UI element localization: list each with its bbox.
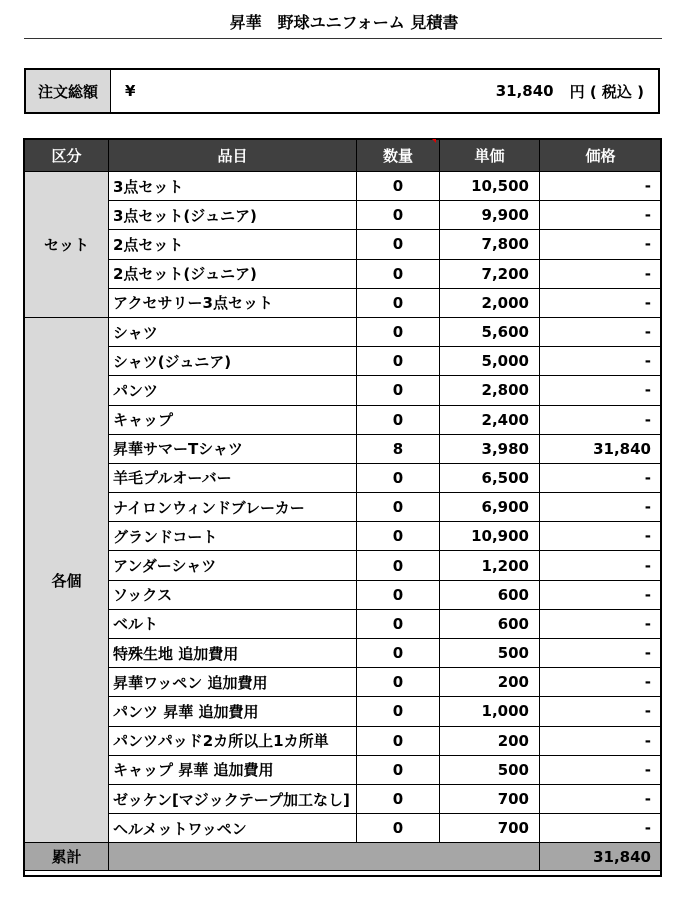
unit-price-cell: 10,500 <box>440 172 540 201</box>
price-cell: - <box>540 784 662 813</box>
unit-price-cell: 600 <box>440 580 540 609</box>
table-row <box>25 697 662 726</box>
quantity-cell: 0 <box>357 609 440 638</box>
quantity-cell: 0 <box>357 726 440 755</box>
order-total-amount: 31,840 <box>495 82 554 100</box>
table-footer-row <box>25 843 662 871</box>
table-row <box>25 522 662 551</box>
item-cell: 特殊生地 追加費用 <box>109 639 357 668</box>
price-cell: - <box>540 609 662 638</box>
item-cell: ナイロンウィンドブレーカー <box>109 493 357 522</box>
price-cell: - <box>540 230 662 259</box>
table-row <box>25 784 662 813</box>
unit-price-cell: 500 <box>440 639 540 668</box>
table-row <box>25 288 662 317</box>
item-cell: ベルト <box>109 609 357 638</box>
item-cell: アクセサリー3点セット <box>109 288 357 317</box>
category-cell: 各個 <box>25 317 109 842</box>
quantity-cell: 0 <box>357 288 440 317</box>
quantity-cell: 0 <box>357 172 440 201</box>
price-cell: - <box>540 405 662 434</box>
item-cell: 昇華サマーTシャツ <box>109 434 357 463</box>
page-title: 昇華 野球ユニフォーム 見積書 <box>229 13 459 32</box>
unit-price-cell: 1,000 <box>440 697 540 726</box>
quantity-cell: 0 <box>357 259 440 288</box>
unit-price-cell: 9,900 <box>440 201 540 230</box>
item-cell: グランドコート <box>109 522 357 551</box>
quantity-cell: 0 <box>357 230 440 259</box>
item-cell: 3点セット(ジュニア) <box>109 201 357 230</box>
unit-price-cell: 600 <box>440 609 540 638</box>
item-cell: ヘルメットワッペン <box>109 814 357 843</box>
table-header-row <box>25 140 662 172</box>
footer-total: 31,840 <box>540 843 662 871</box>
item-cell: ソックス <box>109 580 357 609</box>
table-row <box>25 463 662 492</box>
currency-symbol: ¥ <box>125 82 136 100</box>
price-cell: 31,840 <box>540 434 662 463</box>
table-row <box>25 639 662 668</box>
item-cell: 羊毛プルオーバー <box>109 463 357 492</box>
unit-price-cell: 1,200 <box>440 551 540 580</box>
price-cell: - <box>540 201 662 230</box>
table-row <box>25 668 662 697</box>
unit-price-cell: 6,900 <box>440 493 540 522</box>
item-cell: キャップ 昇華 追加費用 <box>109 755 357 784</box>
table-row <box>25 609 662 638</box>
title-divider <box>24 38 662 39</box>
item-cell: 昇華ワッペン 追加費用 <box>109 668 357 697</box>
unit-price-cell: 2,400 <box>440 405 540 434</box>
quantity-cell: 0 <box>357 697 440 726</box>
order-total-box <box>24 68 660 114</box>
order-total-unit: 円 ( 税込 ) <box>569 82 644 101</box>
item-cell: ゼッケン[マジックテープ加工なし] <box>109 784 357 813</box>
price-cell: - <box>540 726 662 755</box>
table-row <box>25 317 662 346</box>
price-cell: - <box>540 697 662 726</box>
table-row <box>25 580 662 609</box>
item-cell: 2点セット <box>109 230 357 259</box>
quantity-cell: 0 <box>357 668 440 697</box>
unit-price-cell: 7,800 <box>440 230 540 259</box>
quantity-cell: 0 <box>357 347 440 376</box>
quote-table <box>24 139 662 871</box>
cell-comment-marker <box>432 139 436 143</box>
footer-blank <box>109 843 540 871</box>
table-row <box>25 405 662 434</box>
quantity-cell: 0 <box>357 201 440 230</box>
item-cell: パンツパッド2カ所以上1カ所単 <box>109 726 357 755</box>
table-row <box>25 376 662 405</box>
quantity-cell: 0 <box>357 463 440 492</box>
item-cell: 3点セット <box>109 172 357 201</box>
unit-price-cell: 700 <box>440 784 540 813</box>
price-cell: - <box>540 551 662 580</box>
category-cell: セット <box>25 172 109 318</box>
header-unit-price: 単価 <box>440 140 540 172</box>
item-cell: パンツ <box>109 376 357 405</box>
price-cell: - <box>540 493 662 522</box>
table-body <box>25 172 662 843</box>
item-cell: パンツ 昇華 追加費用 <box>109 697 357 726</box>
unit-price-cell: 5,600 <box>440 317 540 346</box>
item-cell: 2点セット(ジュニア) <box>109 259 357 288</box>
quantity-cell: 0 <box>357 405 440 434</box>
unit-price-cell: 3,980 <box>440 434 540 463</box>
price-cell: - <box>540 814 662 843</box>
quantity-cell: 0 <box>357 551 440 580</box>
price-cell: - <box>540 259 662 288</box>
item-cell: シャツ <box>109 317 357 346</box>
table-row <box>25 493 662 522</box>
price-cell: - <box>540 522 662 551</box>
item-cell: アンダーシャツ <box>109 551 357 580</box>
footer-label: 累計 <box>25 843 109 871</box>
price-cell: - <box>540 639 662 668</box>
table-row <box>25 726 662 755</box>
unit-price-cell: 7,200 <box>440 259 540 288</box>
header-item: 品目 <box>109 140 357 172</box>
table-row <box>25 434 662 463</box>
unit-price-cell: 10,900 <box>440 522 540 551</box>
quantity-cell: 0 <box>357 814 440 843</box>
price-cell: - <box>540 755 662 784</box>
quantity-cell: 0 <box>357 493 440 522</box>
header-quantity: 数量 <box>357 140 440 172</box>
header-price: 価格 <box>540 140 662 172</box>
price-cell: - <box>540 376 662 405</box>
header-category: 区分 <box>25 140 109 172</box>
table-row <box>25 172 662 201</box>
price-cell: - <box>540 347 662 376</box>
unit-price-cell: 700 <box>440 814 540 843</box>
order-total-value <box>111 70 658 112</box>
price-cell: - <box>540 172 662 201</box>
quantity-cell: 8 <box>357 434 440 463</box>
table-row <box>25 551 662 580</box>
unit-price-cell: 6,500 <box>440 463 540 492</box>
price-cell: - <box>540 580 662 609</box>
quantity-cell: 0 <box>357 317 440 346</box>
table-row <box>25 201 662 230</box>
table-row <box>25 230 662 259</box>
table-row <box>25 814 662 843</box>
table-row <box>25 259 662 288</box>
unit-price-cell: 2,800 <box>440 376 540 405</box>
quantity-cell: 0 <box>357 580 440 609</box>
price-cell: - <box>540 288 662 317</box>
quantity-cell: 0 <box>357 639 440 668</box>
quantity-cell: 0 <box>357 376 440 405</box>
item-cell: キャップ <box>109 405 357 434</box>
table-row <box>25 755 662 784</box>
price-cell: - <box>540 317 662 346</box>
unit-price-cell: 500 <box>440 755 540 784</box>
quantity-cell: 0 <box>357 784 440 813</box>
unit-price-cell: 200 <box>440 726 540 755</box>
quantity-cell: 0 <box>357 522 440 551</box>
unit-price-cell: 2,000 <box>440 288 540 317</box>
unit-price-cell: 200 <box>440 668 540 697</box>
price-cell: - <box>540 668 662 697</box>
item-cell: シャツ(ジュニア) <box>109 347 357 376</box>
price-cell: - <box>540 463 662 492</box>
table-row <box>25 347 662 376</box>
unit-price-cell: 5,000 <box>440 347 540 376</box>
order-total-label: 注文総額 <box>26 70 111 112</box>
quantity-cell: 0 <box>357 755 440 784</box>
